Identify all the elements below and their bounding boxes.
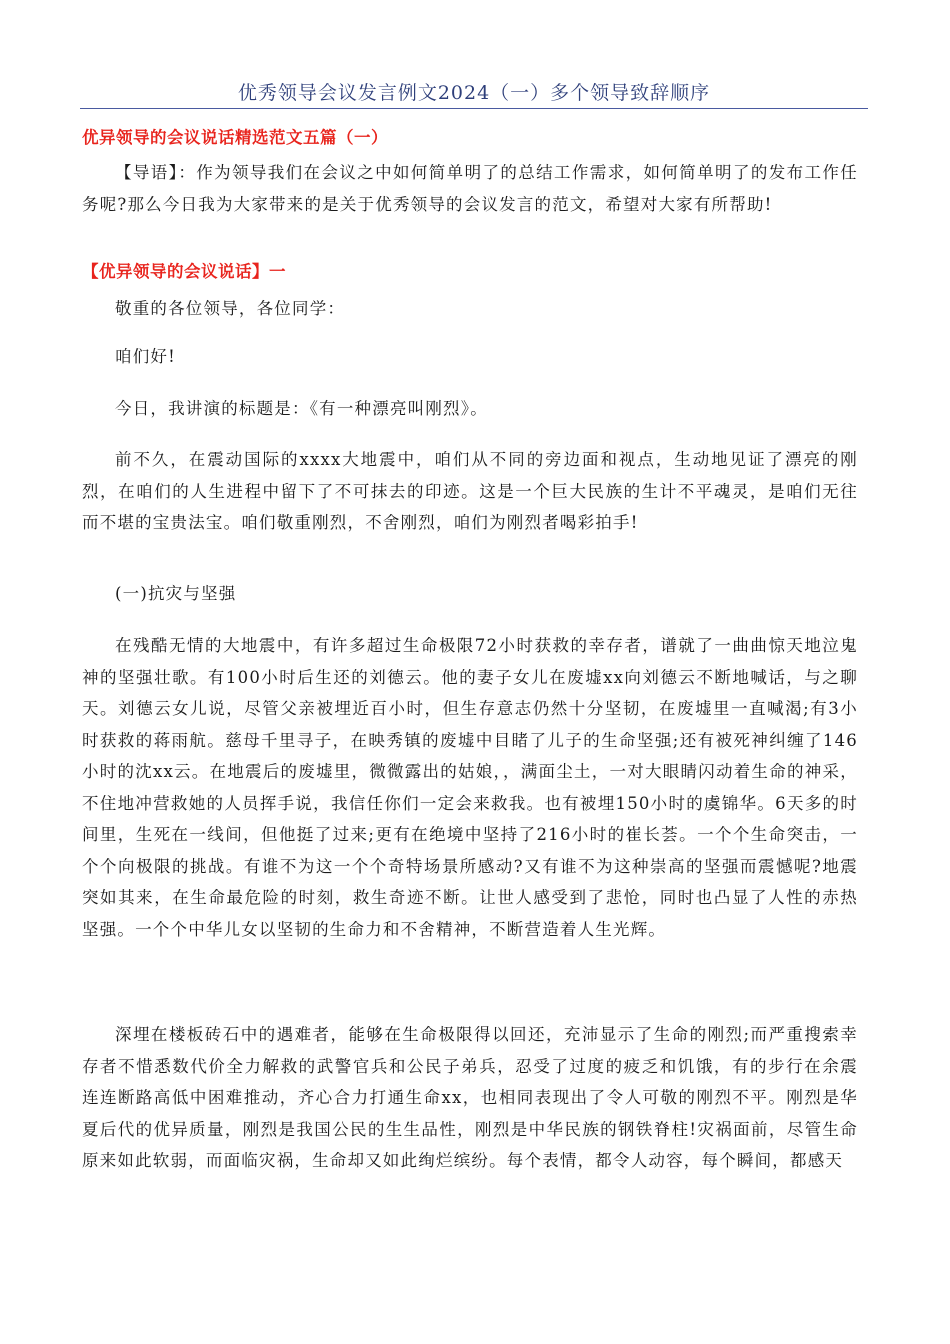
intro-paragraph (82, 157, 858, 220)
paragraph-3-text: 深埋在楼板砖石中的遇难者，能够在生命极限得以回还，充沛显示了生命的刚烈;而严重搜索幸存者不惜悉数代价全力解救的武警官兵和公民子弟兵，忍受了过度的疲乏和饥饿，有的步行在余震连连断路高低中困难推动，齐心合力打通生命xx，也相同表现出了令人可敬的刚烈不平。刚烈是华夏后代的优异质量，刚烈是我国公民的生生品性，刚烈是中华民族的钢铁脊柱!灾祸面前，尽管生命原来如此软弱，而面临灾祸，生命却又如此绚烂缤纷。每个表情，都令人动容，每个瞬间，都感天 (82, 1025, 858, 1170)
paragraph-3 (82, 1019, 858, 1177)
paragraph-2 (82, 630, 858, 945)
section-title: 优异领导的会议说话精选范文五篇（一） (82, 128, 388, 147)
header-divider (80, 108, 868, 109)
paragraph-1 (82, 444, 858, 539)
paragraph-2-text: 在残酷无情的大地震中，有许多超过生命极限72小时获救的幸存者，谱就了一曲曲惊天地泣鬼神的坚强壮歌。有100小时后生还的刘德云。他的妻子女儿在废墟xx向刘德云不断地喊话，与之聊天。刘德云女儿说，尽管父亲被埋近百小时，但生存意志仍然十分坚韧，在废墟里一直喊渴;有3小时获救的蒋雨航。慈母千里寻子，在映秀镇的废墟中目睹了儿子的生命坚强;还有被死神纠缠了146小时的沈xx云。在地震后的废墟里，微微露出的姑娘，，满面尘土，一对大眼睛闪动着生命的神采，不住地冲营救她的人员挥手说，我信任你们一定会来救我。也有被埋150小时的虞锦华。6天多的时间里，生死在一线间，但他挺了过来;更有在绝境中坚持了216小时的崔长荟。一个个生命突击，一个个向极限的挑战。有谁不为这一个个奇特场景所感动?又有谁不为这种崇高的坚强而震憾呢?地震突如其来，在生命最危险的时刻，救生奇迹不断。让世人感受到了悲怆，同时也凸显了人性的赤热坚强。一个个中华儿女以坚韧的生命力和不舍精神，不断营造着人生光辉。 (82, 636, 858, 939)
subheading-line: (一)抗灾与坚强 (115, 584, 237, 603)
topic-line: 今日，我讲演的标题是：《有一种漂亮叫刚烈》。 (115, 399, 488, 418)
intro-text: 【导语】：作为领导我们在会议之中如何简单明了的总结工作需求，如何简单明了的发布工作任务呢?那么今日我为大家带来的是关于优秀领导的会议发言的范文，希望对大家有所帮助! (82, 163, 858, 214)
document-header-title: 优秀领导会议发言例文2024（一）多个领导致辞顺序 (237, 82, 711, 104)
paragraph-1-text: 前不久，在震动国际的xxxx大地震中，咱们从不同的旁边面和视点，生动地见证了漂亮的刚烈，在咱们的人生进程中留下了不可抹去的印迹。这是一个巨大民族的生计不平魂灵，是咱们无往而不堪的宝贵法宝。咱们敬重刚烈，不舍刚烈，咱们为刚烈者喝彩拍手! (82, 450, 858, 532)
greeting-line: 敬重的各位领导，各位同学： (115, 299, 346, 318)
hello-line: 咱们好! (115, 347, 176, 366)
speech-heading: 【优异领导的会议说话】一 (82, 262, 286, 281)
